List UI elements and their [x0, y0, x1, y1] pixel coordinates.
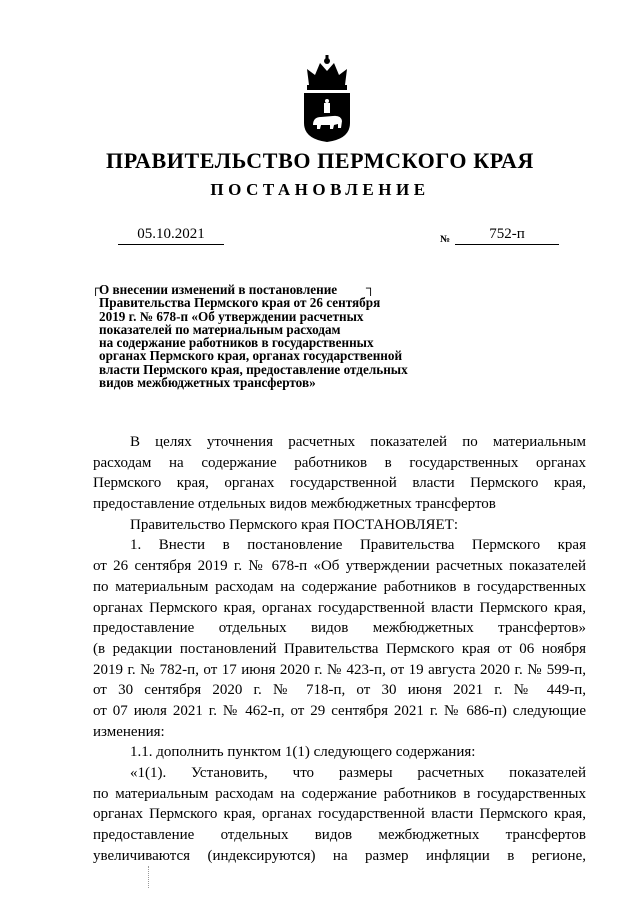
body-line: по материальным расходам на содержание работников в государственных [93, 785, 586, 802]
government-title: ПРАВИТЕЛЬСТВО ПЕРМСКОГО КРАЯ [106, 148, 534, 173]
body-line: предоставление отдельных видов межбюджетных трансфертов [93, 496, 496, 513]
body-line: от 07 июля 2021 г. № 462-п, от 29 сентября 2021 г. № 686-п) следующие [93, 702, 586, 719]
document-body [93, 432, 586, 866]
body-line: «1(1). Установить, что размеры расчетных показателей [130, 765, 586, 781]
body-line: Правительство Пермского края ПОСТАНОВЛЯЕТ: [130, 516, 459, 533]
subject-line: на содержание работников в государственных [99, 335, 374, 351]
document-type: ПОСТАНОВЛЕНИЕ [210, 180, 430, 199]
body-line: по материальным расходам на содержание работников в государственных [93, 578, 586, 595]
body-line: органах Пермского края, органах государственной власти Пермского края, [93, 806, 586, 823]
subject-line: О внесении изменений в постановление [99, 282, 338, 297]
coat-of-arms-icon [301, 55, 353, 143]
subject-bracket-right: ┐ [366, 280, 376, 295]
body-line: предоставление отдельных видов межбюджетных трансфертов [93, 827, 586, 844]
body-line: 2019 г. № 782-п, от 17 июня 2020 г. № 423-п, от 19 августа 2020 г. № 599-п, [93, 661, 586, 678]
body-line: от 30 сентября 2020 г. № 718-п, от 30 июня 2021 г. № 449-п, [93, 682, 586, 699]
document-subject [99, 280, 479, 391]
body-line: предоставление отдельных видов межбюджетных трансфертов» [93, 620, 586, 637]
subject-line: власти Пермского края, предоставление отдельных [99, 361, 408, 377]
subject-line: органах Пермского края, органах государственной [99, 348, 403, 364]
scan-artifact [148, 866, 150, 888]
subject-line: видов межбюджетных трансфертов» [99, 375, 316, 391]
body-line: от 26 сентября 2019 г. № 678-п «Об утверждении расчетных показателей [93, 558, 586, 575]
number-sign: № [440, 234, 451, 245]
document-number: 752-п [455, 226, 559, 245]
document-date: 05.10.2021 [118, 226, 224, 245]
body-line: В целях уточнения расчетных показателей по материальным [130, 434, 586, 450]
subject-line: Правительства Пермского края от 26 сентября [99, 295, 381, 311]
body-line: Пермского края, органах государственной власти Пермского края, [93, 475, 586, 492]
subject-bracket-left: ┌ [91, 280, 101, 295]
body-line: расходам на содержание работников в государственных органах [93, 454, 586, 471]
subject-line: показателей по материальным расходам [99, 321, 341, 337]
body-line: увеличиваются (индексируются) на размер инфляции в регионе, [93, 847, 586, 864]
body-line: 1.1. дополнить пунктом 1(1) следующего содержания: [130, 744, 476, 761]
body-line: 1. Внести в постановление Правительства Пермского края [130, 537, 586, 554]
body-line: (в редакции постановлений Правительства Пермского края от 06 ноября [93, 640, 586, 657]
body-line: органах Пермского края, органах государственной власти Пермского края, [93, 599, 586, 616]
subject-line: 2019 г. № 678-п «Об утверждении расчетных [99, 308, 364, 324]
body-line: изменения: [93, 723, 165, 740]
